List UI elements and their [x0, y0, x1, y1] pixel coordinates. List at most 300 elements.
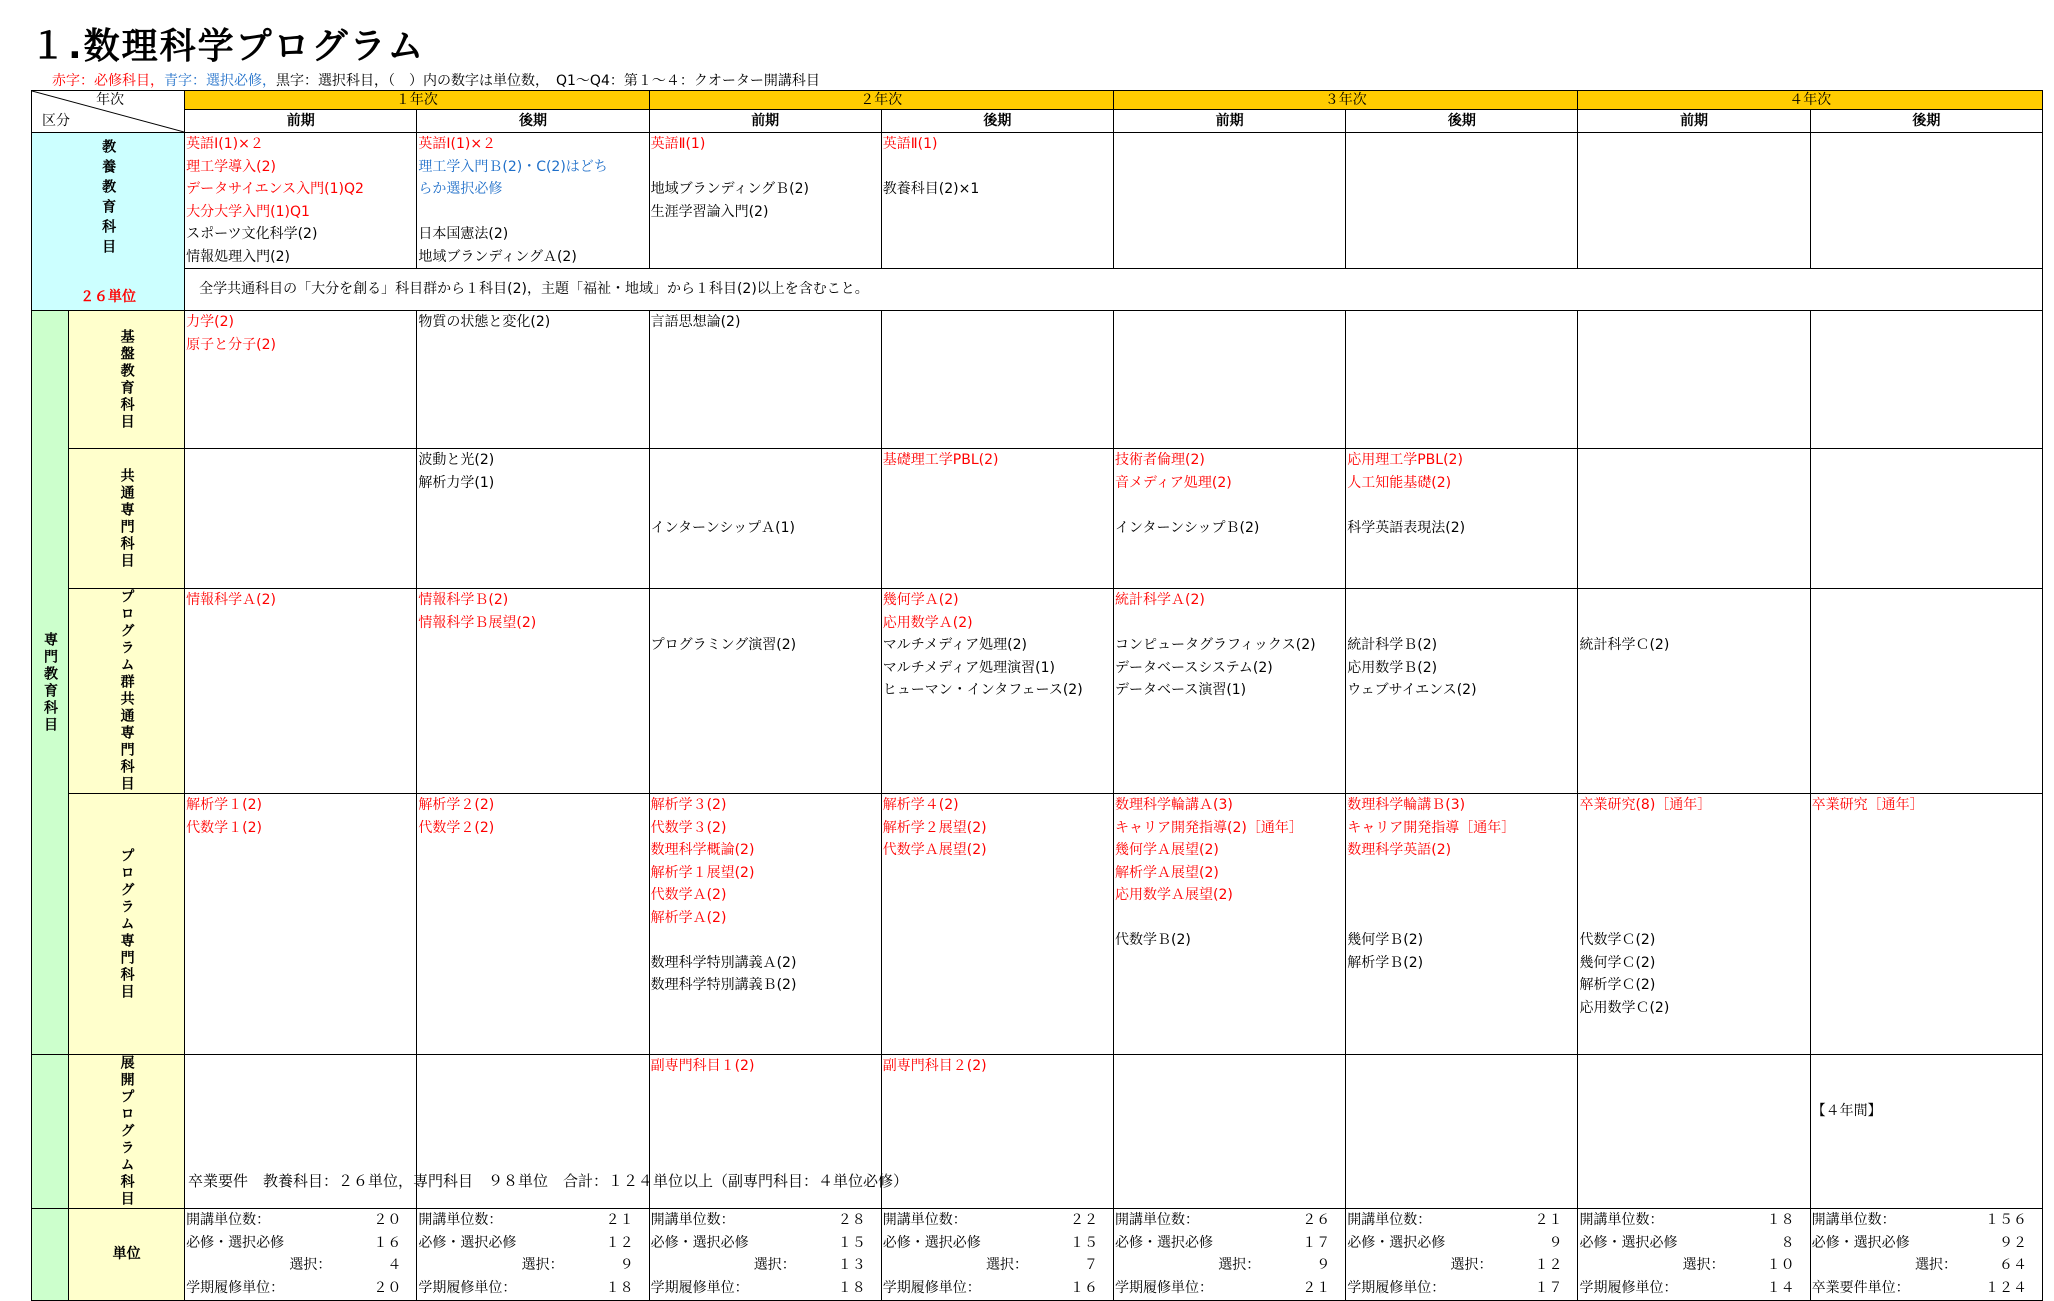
course-cell: [881, 589, 1113, 794]
course-cell: [1346, 311, 1578, 449]
units-line-value: ６４: [1999, 1257, 2027, 1273]
course-item: 英語Ⅰ(1)×２: [186, 136, 264, 152]
course-item: キャリア開発指導(2)［通年］: [1115, 819, 1303, 836]
units-line: [418, 1209, 647, 1232]
units-line: [186, 1232, 415, 1255]
legend-required: 赤字：必修科目，: [52, 73, 164, 89]
kyoyo-note-row: [32, 269, 2043, 311]
units-line: [418, 1232, 647, 1255]
semester-header: 前期: [185, 110, 417, 133]
units-line-label: 選択：: [289, 1257, 332, 1273]
course-cell: [881, 449, 1113, 589]
units-line-value: １５: [1070, 1234, 1099, 1251]
units-line-value: １２４: [1985, 1279, 2027, 1296]
units-line-value: ２６: [1302, 1212, 1331, 1228]
course-item: 応用数学Ｂ(2): [1347, 659, 1438, 676]
units-line-label: 選択：: [986, 1257, 1029, 1273]
units-line-label: 選択：: [1218, 1257, 1261, 1273]
course-item: 地域ブランディングＡ(2): [418, 248, 577, 265]
units-row: [32, 1209, 2043, 1301]
units-line: [651, 1232, 880, 1255]
course-cell: [1578, 449, 1810, 589]
course-item: 原子と分子(2): [186, 336, 276, 353]
course-cell: [1810, 449, 2042, 589]
units-line: [1812, 1277, 2041, 1300]
senmon-label: 専門教育科目: [32, 311, 69, 1055]
course-item: 解析学Ａ展望(2): [1115, 864, 1219, 881]
units-line-value: １４: [1766, 1279, 1795, 1296]
senmon-row: [32, 589, 2043, 794]
units-line: [1347, 1209, 1576, 1232]
blank-line: [1115, 907, 1344, 930]
subcategory-label: 展開プログラム科目: [69, 1055, 185, 1209]
units-line-label: 選択：: [1450, 1257, 1493, 1273]
blank-line: [651, 589, 880, 612]
course-item: 応用数学Ａ(2): [882, 614, 973, 631]
units-line-label: 開講単位数：: [1115, 1212, 1200, 1228]
blank-line: [1347, 907, 1576, 930]
course-item: データベース演習(1): [1115, 682, 1247, 698]
units-line-value: ９: [619, 1257, 634, 1273]
course-item: データサイエンス入門(1)Q2: [186, 181, 364, 197]
course-item: マルチメディア処理(2): [882, 637, 1027, 653]
kyoyo-title: 教養教育科目: [100, 139, 117, 259]
blank-line: [1347, 884, 1576, 907]
units-line-value: １２: [605, 1234, 634, 1251]
year-header-row: [32, 91, 2043, 110]
course-item: 技術者倫理(2): [1115, 452, 1205, 468]
course-item: 副専門科目１(2): [650, 1058, 755, 1074]
course-cell: [1346, 589, 1578, 794]
course-item: 解析学３(2): [650, 797, 727, 813]
course-item: 日本国憲法(2): [418, 226, 509, 242]
semester-header: 後期: [1346, 110, 1578, 133]
units-line: [1115, 1232, 1344, 1255]
course-item: 解析学４(2): [882, 797, 959, 813]
blank-line: [1579, 817, 1808, 840]
course-cell: [1346, 133, 1578, 269]
course-cell: [881, 311, 1113, 449]
units-line-value: ９２: [1999, 1234, 2027, 1251]
units-line-value: １７: [1302, 1234, 1331, 1251]
course-item: 情報科学Ａ(2): [186, 592, 276, 608]
units-line-label: 必修・選択必修: [186, 1234, 285, 1251]
units-line-value: ９: [1548, 1234, 1563, 1251]
units-cell: [649, 1209, 881, 1301]
subcategory-label: 基盤教育科目: [69, 311, 185, 449]
course-item: 解析学１展望(2): [650, 864, 755, 881]
units-cell: [417, 1209, 649, 1301]
course-item: 情報科学Ｂ(2): [418, 592, 509, 608]
semester-header-row: [32, 110, 2043, 133]
senmon-row: [32, 311, 2043, 449]
course-item: 幾何学Ａ展望(2): [1115, 842, 1219, 858]
year-header: ２年次: [649, 91, 1113, 110]
course-cell: [649, 589, 881, 794]
course-cell: [1114, 133, 1346, 269]
units-line-label: 学期履修単位：: [1579, 1279, 1678, 1296]
units-line: [1347, 1254, 1576, 1277]
course-item: 代数学１(2): [186, 819, 262, 836]
units-line: [1347, 1232, 1576, 1255]
units-line: [186, 1209, 415, 1232]
units-line: [1115, 1254, 1344, 1277]
course-item: データベースシステム(2): [1115, 659, 1273, 676]
course-item: 幾何学Ｃ(2): [1579, 954, 1656, 971]
units-line-label: 学期履修単位：: [1115, 1279, 1214, 1296]
blank-line: [1347, 862, 1576, 885]
units-line: [883, 1254, 1112, 1277]
units-line-label: 学期履修単位：: [418, 1279, 517, 1296]
blank-line: [418, 201, 647, 224]
blank-line: [1347, 494, 1576, 517]
course-item: 地域ブランディングＢ(2): [650, 181, 810, 197]
units-line-value: １２: [1534, 1257, 1563, 1273]
semester-header: 前期: [649, 110, 881, 133]
senmon-row: [32, 449, 2043, 589]
blank-line: [1579, 862, 1808, 885]
course-cell: [185, 449, 417, 589]
units-line-value: ２２: [1070, 1212, 1099, 1228]
kyoyo-note: 全学共通科目の「大分を創る」科目群から１科目(2)，主題「福祉・地域」から１科目(2)以上を含むこと。: [185, 269, 2043, 311]
units-line-value: １８: [605, 1279, 634, 1296]
course-item: 卒業研究(8)［通年］: [1579, 797, 1712, 813]
units-line: [883, 1277, 1112, 1300]
course-item: 力学(2): [186, 314, 234, 330]
blank-line: [651, 612, 880, 635]
units-cell: [1578, 1209, 1810, 1301]
course-cell: [1810, 133, 2042, 269]
course-item: 科学英語表現法(2): [1347, 519, 1466, 536]
units-line-label: 選択：: [1682, 1257, 1725, 1273]
course-item: 数理科学輪講Ａ(3): [1115, 797, 1233, 813]
units-line-label: 学期履修単位：: [1347, 1279, 1446, 1296]
course-item: 統計科学Ｃ(2): [1579, 637, 1670, 653]
semester-header: 前期: [1578, 110, 1810, 133]
course-item: 幾何学Ｂ(2): [1347, 932, 1424, 948]
course-item: 代数学３(2): [650, 819, 727, 836]
course-item: 英語Ⅱ(1): [650, 136, 706, 152]
units-line-label: 必修・選択必修: [882, 1234, 981, 1251]
units-cell: [1346, 1209, 1578, 1301]
units-line-value: ２０: [373, 1279, 402, 1296]
course-item: 理工学導入(2): [186, 158, 276, 175]
course-item: 数理科学英語(2): [1347, 842, 1452, 858]
units-line-value: ２８: [837, 1212, 866, 1228]
units-line: [1812, 1209, 2041, 1232]
course-item: マルチメディア処理演習(1): [882, 659, 1055, 676]
course-item: 解析学Ｃ(2): [1579, 977, 1656, 993]
semester-header: 後期: [881, 110, 1113, 133]
course-item: 数理科学概論(2): [650, 842, 755, 858]
year-header: １年次: [185, 91, 649, 110]
semester-header: 前期: [1114, 110, 1346, 133]
units-line-value: ２１: [605, 1212, 634, 1228]
course-cell: [1810, 589, 2042, 794]
course-cell: [1810, 794, 2042, 1055]
course-item: 数理科学輪講Ｂ(3): [1347, 797, 1466, 813]
course-item: 代数学Ｂ(2): [1115, 932, 1191, 948]
course-item: 代数学Ｃ(2): [1579, 932, 1656, 948]
units-line-label: 学期履修単位：: [186, 1279, 285, 1296]
year-header: ４年次: [1578, 91, 2043, 110]
units-line-value: １８: [837, 1279, 866, 1296]
units-line-value: ２１: [1302, 1279, 1331, 1296]
kyoyo-row: [32, 133, 2043, 269]
units-line-label: 選択：: [753, 1257, 796, 1273]
course-item: プログラミング演習(2): [650, 637, 797, 653]
course-item: らか選択必修: [418, 181, 503, 197]
course-cell: [185, 133, 417, 269]
course-cell: [185, 589, 417, 794]
course-cell: [1346, 794, 1578, 1055]
units-line: [1812, 1232, 2041, 1255]
course-item: 代数学Ａ(2): [650, 887, 727, 903]
course-item: ウェブサイエンス(2): [1347, 682, 1477, 698]
course-item: コンピュータグラフィックス(2): [1115, 637, 1316, 653]
course-item: 応用数学Ｃ(2): [1579, 999, 1670, 1016]
units-line-value: ４: [387, 1257, 402, 1273]
units-line-label: 選択：: [1915, 1257, 1957, 1273]
units-line-label: 開講単位数：: [418, 1212, 503, 1228]
color-legend: [52, 70, 820, 90]
course-cell: [649, 794, 881, 1055]
units-line: [1579, 1254, 1808, 1277]
course-item: 解析学１(2): [186, 797, 262, 813]
course-cell: [417, 794, 649, 1055]
units-line-value: ２０: [373, 1212, 402, 1228]
units-line-value: ９: [1316, 1257, 1331, 1273]
course-cell: [185, 794, 417, 1055]
course-item: ヒューマン・インタフェース(2): [882, 682, 1083, 698]
blank-line: [651, 472, 880, 495]
subcategory-label: プログラム専門科目: [69, 794, 185, 1055]
course-item: 応用理工学PBL(2): [1347, 452, 1463, 468]
units-line: [883, 1232, 1112, 1255]
course-cell: [1346, 1055, 1578, 1209]
blank-line: [1579, 907, 1808, 930]
course-cell: [417, 133, 649, 269]
blank-line: [1812, 1055, 2041, 1078]
units-spacer: [32, 1209, 69, 1301]
units-line: [1579, 1277, 1808, 1300]
course-cell: [417, 449, 649, 589]
units-line-label: 開講単位数：: [882, 1212, 967, 1228]
curriculum-table: [31, 90, 2043, 1301]
units-line: [186, 1277, 415, 1300]
course-item: 言語思想論(2): [650, 314, 741, 330]
course-item: 幾何学Ａ(2): [882, 592, 959, 608]
course-item: 応用数学Ａ展望(2): [1115, 887, 1233, 903]
blank-line: [1115, 612, 1344, 635]
units-line-label: 開講単位数：: [1347, 1212, 1432, 1228]
course-cell: [649, 449, 881, 589]
blank-line: [651, 929, 880, 952]
units-line-value: １０: [1766, 1257, 1795, 1273]
course-item: 統計科学Ａ(2): [1115, 592, 1205, 608]
course-item: 解析学２(2): [418, 797, 495, 813]
course-item: 情報処理入門(2): [186, 248, 290, 265]
units-line: [1115, 1277, 1344, 1300]
course-item: 理工学入門Ｂ(2)・C(2)はどち: [418, 158, 608, 175]
course-item: 波動と光(2): [418, 452, 495, 468]
subcategory-label: プログラム群共通専門科目: [69, 589, 185, 794]
year-header: ３年次: [1114, 91, 1578, 110]
senmon-row: [32, 794, 2043, 1055]
blank-line: [1579, 612, 1808, 635]
senmon-spacer: [32, 1055, 69, 1209]
course-cell: [185, 311, 417, 449]
course-cell: [1114, 1055, 1346, 1209]
units-line: [1812, 1254, 2041, 1277]
units-line-value: １３: [837, 1257, 866, 1273]
course-item: インターンシップＢ(2): [1115, 519, 1260, 536]
course-item: 解析学Ａ(2): [650, 909, 727, 926]
course-item: 解析学２展望(2): [882, 819, 987, 836]
course-item: 副専門科目２(2): [882, 1058, 987, 1074]
blank-line: [1115, 494, 1344, 517]
blank-line: [1347, 612, 1576, 635]
course-item: 教養科目(2)×1: [882, 181, 980, 197]
course-item: キャリア開発指導［通年］: [1347, 819, 1516, 836]
units-cell: [1810, 1209, 2042, 1301]
course-cell: [881, 794, 1113, 1055]
course-item: 卒業研究［通年］: [1811, 797, 1924, 813]
units-line: [1115, 1209, 1344, 1232]
header-corner: [32, 91, 185, 133]
course-item: 物質の状態と変化(2): [418, 314, 551, 330]
units-line: [1579, 1209, 1808, 1232]
units-line: [651, 1277, 880, 1300]
units-cell: [1114, 1209, 1346, 1301]
units-line-label: 必修・選択必修: [1811, 1234, 1910, 1251]
units-line-value: １５６: [1985, 1212, 2027, 1228]
units-line: [1347, 1277, 1576, 1300]
course-cell: [1810, 1055, 2042, 1209]
course-cell: [1578, 589, 1810, 794]
blank-line: [1579, 839, 1808, 862]
units-line: [651, 1209, 880, 1232]
year-label: 年次: [96, 92, 125, 108]
units-line-label: 必修・選択必修: [1579, 1234, 1678, 1251]
graduation-requirements: 卒業要件 教養科目：２６単位，専門科目 ９８単位 合計：１２４単位以上（副専門科目：４単位必修）: [188, 1172, 909, 1190]
course-item: 基礎理工学PBL(2): [882, 452, 999, 468]
course-cell: [1578, 311, 1810, 449]
units-line: [418, 1277, 647, 1300]
course-item: スポーツ文化科学(2): [186, 226, 318, 242]
units-line-label: 開講単位数：: [1579, 1212, 1664, 1228]
course-item: 代数学２(2): [418, 819, 495, 836]
course-item: 英語Ⅰ(1)×２: [418, 136, 497, 152]
units-line: [883, 1209, 1112, 1232]
blank-line: [1812, 1078, 2041, 1101]
units-line: [1579, 1232, 1808, 1255]
legend-elective-required: 青字：選択必修，: [164, 73, 276, 89]
units-line-label: 開講単位数：: [650, 1212, 735, 1228]
units-line: [186, 1254, 415, 1277]
units-line-value: １７: [1534, 1279, 1563, 1296]
units-line-label: 必修・選択必修: [1115, 1234, 1214, 1251]
units-line-value: １６: [373, 1234, 402, 1251]
course-cell: [649, 311, 881, 449]
blank-line: [1579, 884, 1808, 907]
blank-line: [883, 156, 1112, 179]
units-cell: [185, 1209, 417, 1301]
units-line-label: 必修・選択必修: [650, 1234, 749, 1251]
units-line-value: １６: [1070, 1279, 1099, 1296]
course-cell: [1346, 449, 1578, 589]
subcategory-label: 共通専門科目: [69, 449, 185, 589]
course-cell: [1114, 311, 1346, 449]
course-item: 大分大学入門(1)Q1: [186, 203, 310, 220]
course-item: 【４年間】: [1811, 1103, 1882, 1119]
blank-line: [1347, 589, 1576, 612]
course-item: 解析学Ｂ(2): [1347, 954, 1424, 971]
blank-line: [651, 449, 880, 472]
course-cell: [1114, 449, 1346, 589]
semester-header: 後期: [417, 110, 649, 133]
units-line-label: 選択：: [521, 1257, 564, 1273]
units-line-value: ８: [1780, 1234, 1795, 1251]
course-item: 数理科学特別講義Ｂ(2): [650, 977, 797, 993]
category-label: 区分: [42, 113, 70, 129]
course-cell: [1810, 311, 2042, 449]
units-line: [651, 1254, 880, 1277]
kyoyo-units: ２６単位: [80, 288, 137, 305]
kyoyo-label: [32, 133, 185, 311]
course-cell: [1114, 794, 1346, 1055]
course-cell: [881, 1055, 1113, 1209]
blank-line: [1579, 589, 1808, 612]
units-line-value: １８: [1766, 1212, 1795, 1228]
course-item: 統計科学Ｂ(2): [1347, 637, 1438, 653]
course-item: 英語Ⅱ(1): [882, 136, 938, 152]
units-line-label: 卒業要件単位：: [1811, 1279, 1910, 1296]
course-item: 音メディア処理(2): [1115, 474, 1232, 491]
course-cell: [1578, 133, 1810, 269]
course-cell: [417, 311, 649, 449]
blank-line: [651, 494, 880, 517]
legend-elective: 黒字：選択科目，（ ）内の数字は単位数， Q1～Q4：第１～４：クオーター開講科目: [276, 73, 820, 89]
course-cell: [1578, 794, 1810, 1055]
course-cell: [1578, 1055, 1810, 1209]
page-title: １.数理科学プログラム: [30, 26, 426, 67]
units-line: [418, 1254, 647, 1277]
course-item: 数理科学特別講義Ａ(2): [650, 954, 797, 971]
course-item: 人工知能基礎(2): [1347, 474, 1452, 491]
course-item: 解析力学(1): [418, 474, 495, 491]
units-line-value: １５: [837, 1234, 866, 1251]
units-cell: [881, 1209, 1113, 1301]
units-line-value: ２１: [1534, 1212, 1563, 1228]
course-cell: [1114, 589, 1346, 794]
course-cell: [881, 133, 1113, 269]
units-line-label: 学期履修単位：: [882, 1279, 981, 1296]
course-cell: [417, 589, 649, 794]
course-item: 情報科学Ｂ展望(2): [418, 614, 537, 631]
course-cell: [649, 133, 881, 269]
units-line-label: 学期履修単位：: [650, 1279, 749, 1296]
units-line-label: 必修・選択必修: [418, 1234, 517, 1251]
units-label: 単位: [69, 1209, 185, 1301]
course-item: インターンシップＡ(1): [650, 519, 795, 536]
blank-line: [651, 156, 880, 179]
units-line-label: 必修・選択必修: [1347, 1234, 1446, 1251]
semester-header: 後期: [1810, 110, 2042, 133]
course-item: 生涯学習論入門(2): [650, 203, 769, 220]
units-line-label: 開講単位数：: [1811, 1212, 1896, 1228]
course-item: 代数学Ａ展望(2): [882, 842, 987, 858]
